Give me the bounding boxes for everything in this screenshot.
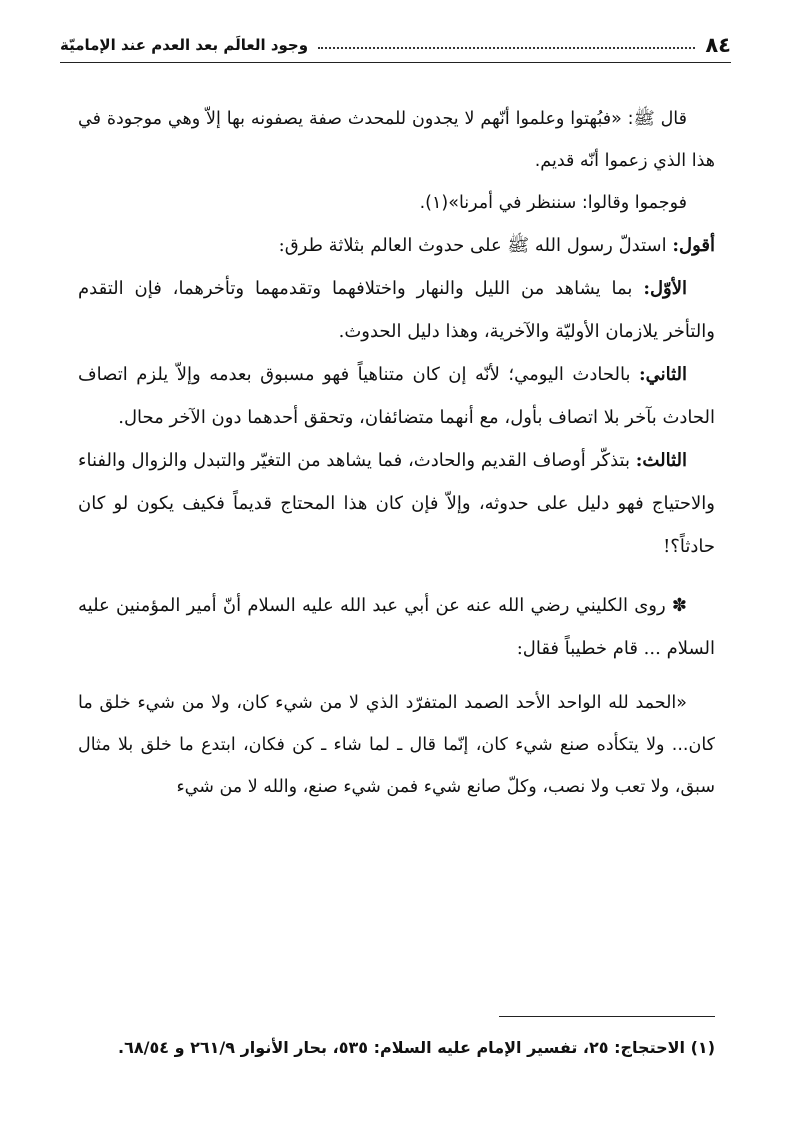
paragraph-text: استدلّ رسول الله ﷺ على حدوث العالم بثلاثة طرق: (278, 235, 673, 256)
paragraph-quote-1: قال ﷺ: «فبُهتوا وعلموا أنّهم لا يجدون للمحدث صفة يصفونه بها إلاّ وهي موجودة في هذا الذي زعموا أنّه قديم. (78, 109, 715, 171)
paragraph-narration: ✽ روى الكليني رضي الله عنه عن أبي عبد الله عليه السلام أنّ أمير المؤمنين عليه السلام ... قام خطيباً فقال: (78, 595, 715, 659)
header-divider (60, 62, 731, 63)
footnote: (١) الاحتجاج: ٢٥، تفسير الإمام عليه السلام: ٥٣٥، بحار الأنوار ٢٦١/٩ و ٦٨/٥٤. (118, 1038, 715, 1057)
paragraph-text: بتذكّر أوصاف القديم والحادث، فما يشاهد من التغيّر والتبدل والزوال والفناء والاحتياج فهو دليل على حدوثه، وإلاّ فإن كان هذا المحتاج قديماً فكيف يكون لو كان حادثاً؟! (78, 450, 715, 557)
body-text (78, 98, 715, 808)
paragraph-lead: الأوّل: (643, 278, 687, 299)
running-title: وجود العالَم بعد العدم عند الإماميّة (60, 36, 309, 54)
paragraph-lead: أقول: (672, 235, 715, 256)
paragraph-argument-intro (78, 224, 715, 267)
paragraph-second-way (78, 353, 715, 439)
page-header (60, 30, 731, 60)
paragraph-text: بالحادث اليومي؛ لأنّه إن كان متناهياً فهو مسبوق بعدمه وإلاّ يلزم اتصاف الحادث بآخر بلا اتصاف بأول، مع أنهما متضائفان، وتحقق أحدهما دون الآخر محال. (78, 364, 715, 428)
paragraph-sermon-quote: «الحمد لله الواحد الأحد الصمد المتفرّد الذي لا من شيء كان، ولا من شيء خلق ما كان... ولا يتكأده صنع شيء كان، إنّما قال ـ لما شاء ـ كن فكان، ابتدع ما خلق بلا مثال سبق، ولا تعب ولا نصب، وكلّ صانع شيء فمن شيء صنع، والله لا من شيء (78, 693, 715, 797)
paragraph-lead: الثاني: (638, 364, 687, 385)
paragraph-text: بما يشاهد من الليل والنهار واختلافهما وتقدمهما وتأخرهما، فإن التقدم والتأخر يلازمان الأوليّة والآخرية، وهذا دليل الحدوث. (78, 278, 715, 342)
footnote-divider (499, 1016, 715, 1017)
paragraph-quote-2: فوجموا وقالوا: سننظر في أمرنا»(١). (419, 193, 687, 213)
page-number: ٨٤ (705, 33, 731, 57)
paragraph-third-way (78, 439, 715, 568)
header-dot-leader (318, 47, 695, 49)
paragraph-first-way (78, 267, 715, 353)
paragraph-lead: الثالث: (635, 450, 687, 471)
